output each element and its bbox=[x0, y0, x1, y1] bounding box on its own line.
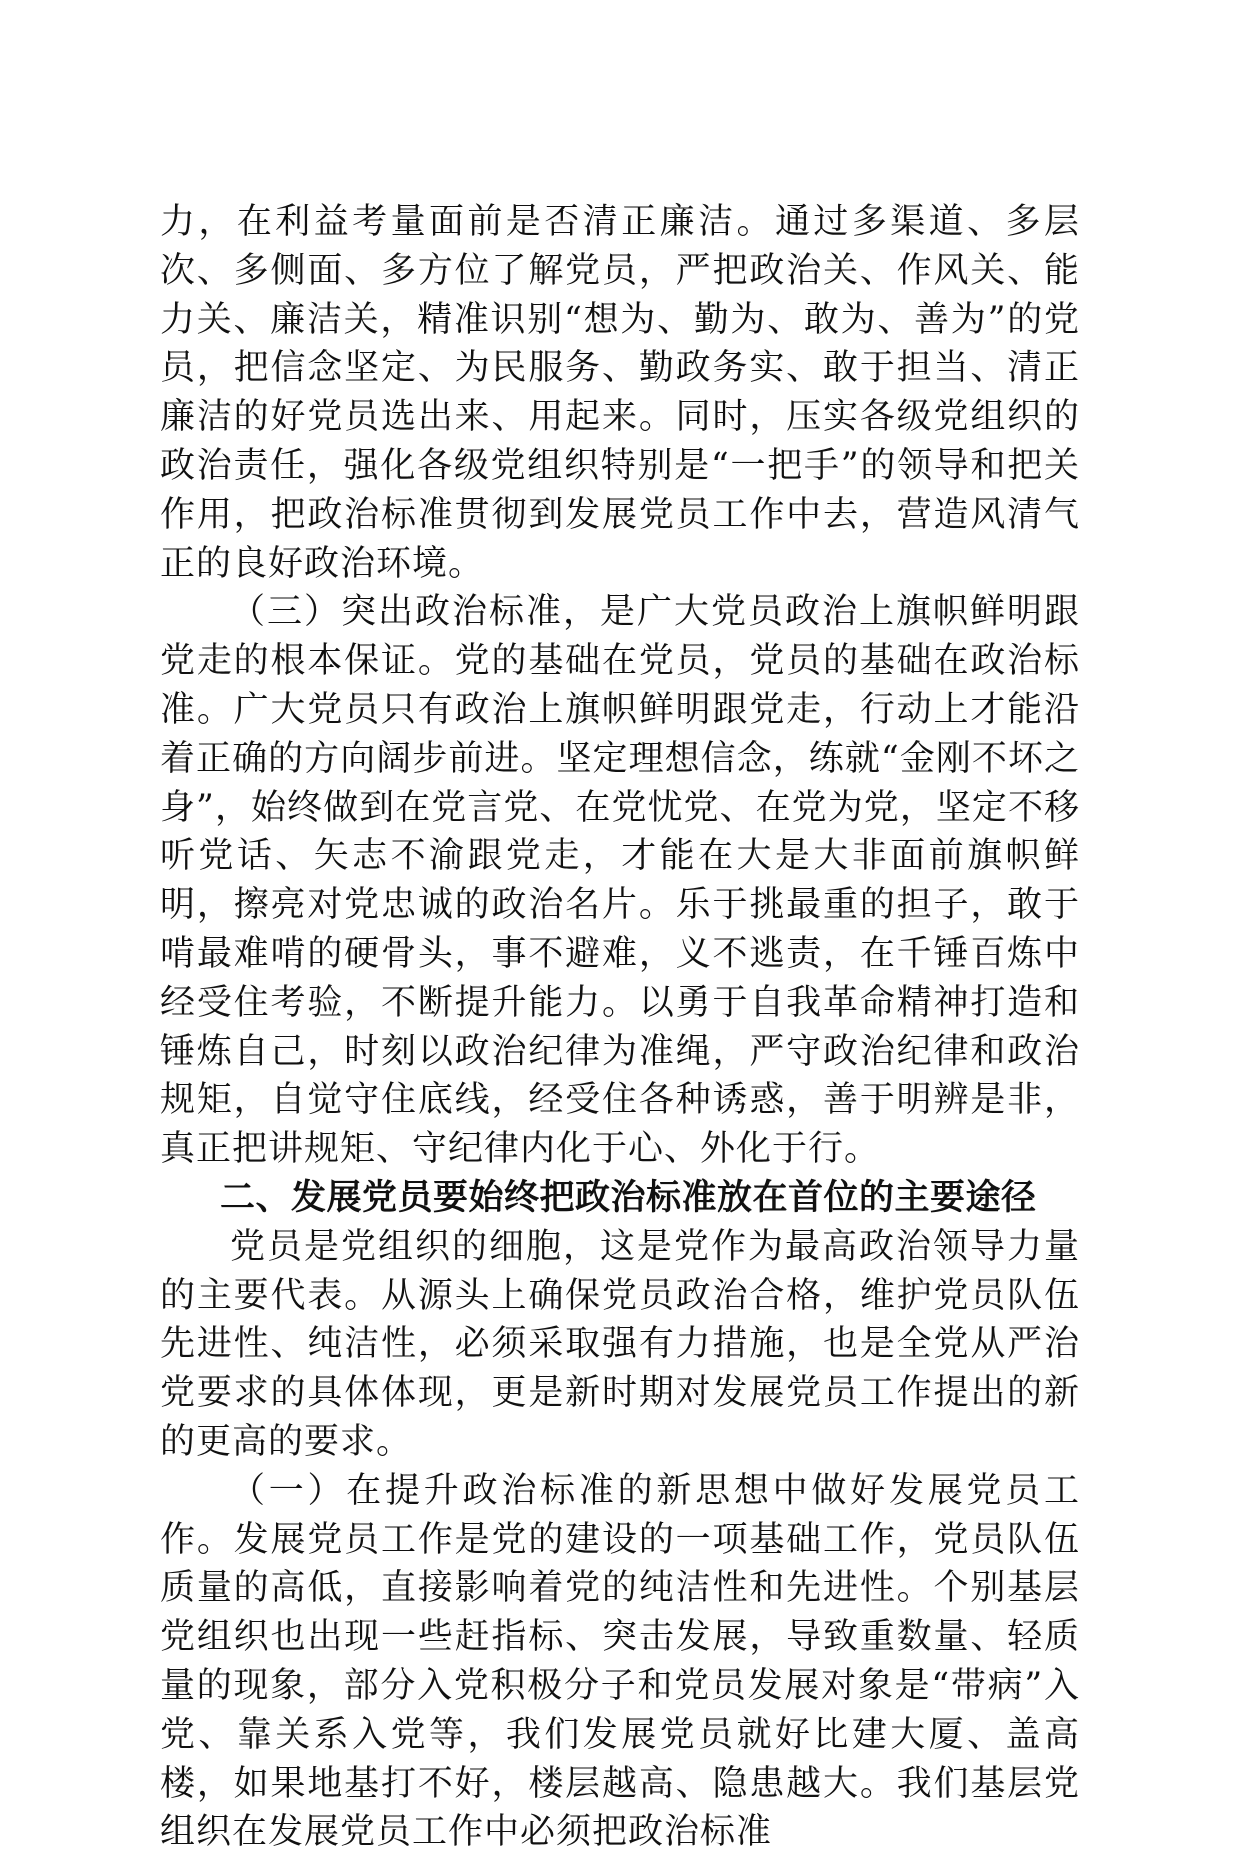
section-heading: 二、发展党员要始终把政治标准放在首位的主要途径 bbox=[220, 1177, 1037, 1218]
body-paragraph-3: 党员是党组织的细胞，这是党作为最高政治领导力量的主要代表。从源头上确保党员政治合格，维护党员队伍先进性、纯洁性，必须采取强有力措施，也是全党从严治党要求的具体体现，更是新时期对发展党员工作提出的新的更高的要求。 bbox=[160, 1226, 1080, 1462]
document-body bbox=[160, 198, 1080, 1857]
body-paragraph-2: （三）突出政治标准，是广大党员政治上旗帜鲜明跟党走的根本保证。党的基础在党员，党员的基础在政治标准。广大党员只有政治上旗帜鲜明跟党走，行动上才能沿着正确的方向阔步前进。坚定理想信念，练就“金刚不坏之身”，始终做到在党言党、在党忧党、在党为党，坚定不移听党话、矢志不渝跟党走，才能在大是大非面前旗帜鲜明，擦亮对党忠诚的政治名片。乐于挑最重的担子，敢于啃最难啃的硬骨头，事不避难，义不逃责，在千锤百炼中经受住考验，不断提升能力。以勇于自我革命精神打造和锤炼自己，时刻以政治纪律为准绳，严守政治纪律和政治规矩，自觉守住底线，经受住各种诱惑，善于明辨是非，真正把讲规矩、守纪律内化于心、外化于行。 bbox=[160, 592, 1080, 1170]
body-paragraph-1: 力，在利益考量面前是否清正廉洁。通过多渠道、多层次、多侧面、多方位了解党员，严把政治关、作风关、能力关、廉洁关，精准识别“想为、勤为、敢为、善为”的党员，把信念坚定、为民服务、勤政务实、敢于担当、清正廉洁的好党员选出来、用起来。同时，压实各级党组织的政治责任，强化各级党组织特别是“一把手”的领导和把关作用，把政治标准贯彻到发展党员工作中去，营造风清气正的良好政治环境。 bbox=[160, 202, 1080, 584]
body-paragraph-4: （一）在提升政治标准的新思想中做好发展党员工作。发展党员工作是党的建设的一项基础工作，党员队伍质量的高低，直接影响着党的纯洁性和先进性。个别基层党组织也出现一些赶指标、突击发展，导致重数量、轻质量的现象，部分入党积极分子和党员发展对象是“带病”入党、靠关系入党等，我们发展党员就好比建大厦、盖高楼，如果地基打不好，楼层越高、隐患越大。我们基层党组织在发展党员工作中必须把政治标准 bbox=[160, 1470, 1080, 1853]
